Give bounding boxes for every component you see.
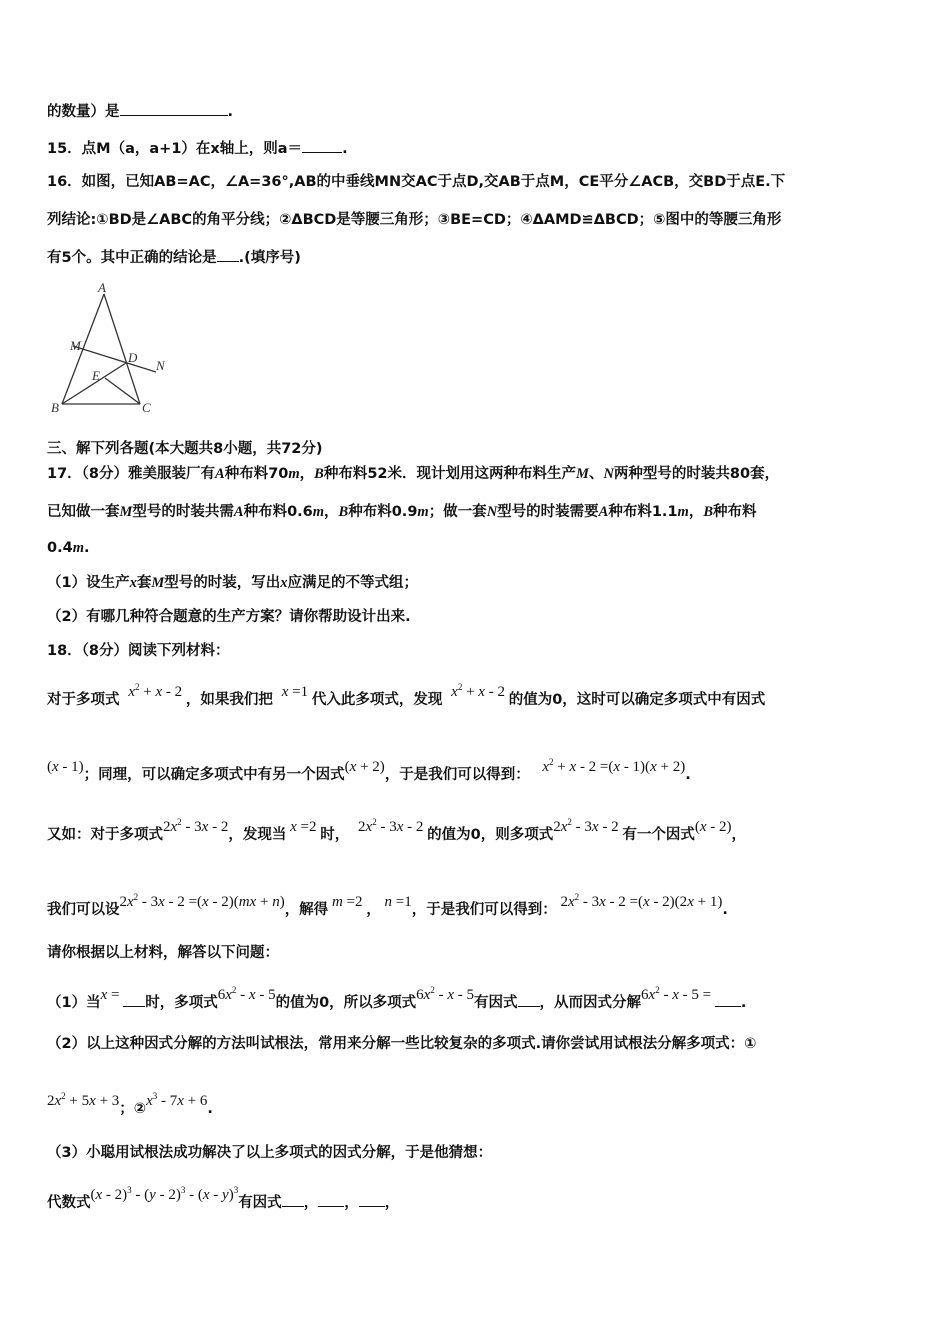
question-16-line2: 列结论:①BD是∠ABC的角平分线；②ΔBCD是等腰三角形；③BE=CD；④ΔAMD≌ΔBCD；⑤图中的等腰三角形 bbox=[47, 212, 782, 228]
side-ac bbox=[104, 294, 140, 404]
question-17-line1: 17．（8分）雅美服装厂有A种布料70m，B种布料52米．现计划用这两种布料生产M、N两种型号的时装共80套， bbox=[47, 466, 780, 482]
label-a: A bbox=[98, 280, 106, 295]
math-expr: (x - 2) bbox=[694, 819, 732, 835]
answer-blank[interactable] bbox=[123, 992, 145, 1007]
q18-part2: （2）以上这种因式分解的方法叫试根法，常用来分解一些比较复杂的多项式.请你尝试用试根法分解多项式：① bbox=[47, 1036, 757, 1052]
q18-line2: (x - 1)；同理，可以确定多项式中有另一个因式(x + 2)，于是我们可以得到： $x^2 + x - 2 =(x - 1)(x + 2)$. bbox=[47, 757, 691, 783]
math-expr: $2x^2 - 3x - 2 =(x - 2)(2x + 1)$ bbox=[556, 892, 723, 910]
answer-blank[interactable] bbox=[120, 101, 228, 116]
label-b: B bbox=[51, 400, 59, 415]
question-17-line2: 已知做一套M型号的时装共需A种布料0.6m，B种布料0.9m；做一套N型号的时装需要A种布料1.1m，B种布料 bbox=[47, 504, 757, 520]
math-expr: $x^3 - 7x + 6$ bbox=[146, 1091, 208, 1109]
math-expr: $2x^2 - 3x - 2 =(x - 2)(mx + n)$ bbox=[119, 892, 285, 910]
math-expr: $2x^2 - 3x - 2$ bbox=[354, 817, 428, 835]
math-expr: x =2 bbox=[290, 819, 321, 835]
math-expr: $6x^2$ - x - 5 bbox=[217, 985, 276, 1003]
label-m: M bbox=[70, 338, 81, 353]
section-3-heading: 三、解下列各题(本大题共8小题，共72分) bbox=[47, 441, 323, 457]
math-expr: m =2 bbox=[331, 894, 367, 910]
answer-blank[interactable] bbox=[318, 1192, 344, 1207]
math-expr: $2x^2 + 5x + 3$ bbox=[47, 1091, 120, 1109]
q14-tail: 的数量）是 . bbox=[47, 101, 233, 122]
q18-line3: 又如：对于多项式$2x^2 - 3x - 2$，发现当 x =2 时， $2x^2 - 3x - 2$ 的值为0，则多项式$2x^2 - 3x - 2$ 有一个因式(x - 2)， bbox=[47, 817, 746, 843]
answer-blank[interactable] bbox=[282, 1192, 304, 1207]
triangle-figure bbox=[48, 280, 178, 420]
question-17-line3: 0.4m. bbox=[47, 540, 90, 556]
math-expr: x = bbox=[100, 987, 124, 1003]
q18-line1: 对于多项式 $x^2 + x - 2$ ，如果我们把 x =1 代入此多项式，发现 $x^2 + x - 2$ 的值为0，这时可以确定多项式中有因式 bbox=[47, 682, 766, 708]
math-expr: $x^2 + x - 2$ bbox=[128, 682, 186, 700]
math-expr: (x - 2)$^3$ - (y - 2)$^3$ - (x - y)$^3$ bbox=[90, 1185, 239, 1203]
math-expr: $6x^2$ - x - 5 bbox=[416, 985, 475, 1003]
answer-blank[interactable] bbox=[217, 247, 239, 262]
answer-blank[interactable] bbox=[715, 992, 741, 1007]
q18-part3-expr: 代数式(x - 2)$^3$ - (y - 2)$^3$ - (x - y)$^3$有因式 ， ， ， bbox=[47, 1185, 400, 1211]
question-17-part2: （2）有哪几种符合题意的生产方案？请你帮助设计出来. bbox=[47, 609, 411, 625]
math-expr: n =1 bbox=[384, 894, 412, 910]
q18-part3: （3）小聪用试根法成功解决了以上多项式的因式分解，于是他猜想： bbox=[47, 1145, 493, 1161]
math-expr: $2x^2 - 3x - 2$ bbox=[163, 817, 229, 835]
math-expr: $6x^2$ - x - 5 = bbox=[641, 985, 715, 1003]
question-18-title: 18．（8分）阅读下列材料： bbox=[47, 643, 230, 659]
question-15: 15．点M（a，a+1）在x轴上，则a＝ . bbox=[47, 138, 348, 159]
label-c: C bbox=[142, 400, 151, 415]
math-expr: $x^2 + x - 2 =(x - 1)(x + 2)$ bbox=[542, 757, 686, 775]
label-n: N bbox=[156, 358, 165, 373]
question-17-part1: （1）设生产x套M型号的时装，写出x应满足的不等式组； bbox=[47, 575, 418, 591]
segment-ce bbox=[105, 378, 140, 404]
math-expr: $2x^2 - 3x - 2$ bbox=[553, 817, 623, 835]
label-d: D bbox=[128, 350, 138, 365]
q18-line4: 我们可以设$2x^2 - 3x - 2 =(x - 2)(mx + n)$，解得 m =2 ， n =1，于是我们可以得到： $2x^2 - 3x - 2 =(x - 2)(2x + 1)$. bbox=[47, 892, 728, 918]
q18-line5: 请你根据以上材料，解答以下问题： bbox=[47, 945, 279, 961]
perpendicular-bisector-mn bbox=[73, 346, 156, 372]
math-expr: (x + 2) bbox=[344, 759, 385, 775]
question-16-line1: 16．如图，已知AB=AC，∠A=36°,AB的中垂线MN交AC于点D,交AB于点M，CE平分∠ACB，交BD于点E.下 bbox=[47, 174, 786, 190]
answer-blank[interactable] bbox=[518, 992, 540, 1007]
math-expr: $x^2 + x - 2$ bbox=[451, 682, 509, 700]
q18-part1: （1）当x = 时，多项式$6x^2$ - x - 5的值为0，所以多项式$6x^2$ - x - 5有因式 ，从而因式分解$6x^2$ - x - 5 = . bbox=[47, 985, 747, 1011]
answer-blank[interactable] bbox=[359, 1192, 385, 1207]
q18-part2-exprs: $2x^2 + 5x + 3$；$②x^3 - 7x + 6$. bbox=[47, 1091, 213, 1117]
label-e: E bbox=[92, 368, 100, 383]
math-expr: x =1 bbox=[281, 684, 312, 700]
answer-blank[interactable] bbox=[302, 138, 342, 153]
question-16-line3: 有5个。其中正确的结论是 .(填序号) bbox=[47, 247, 301, 268]
math-expr: (x - 1) bbox=[47, 759, 84, 775]
